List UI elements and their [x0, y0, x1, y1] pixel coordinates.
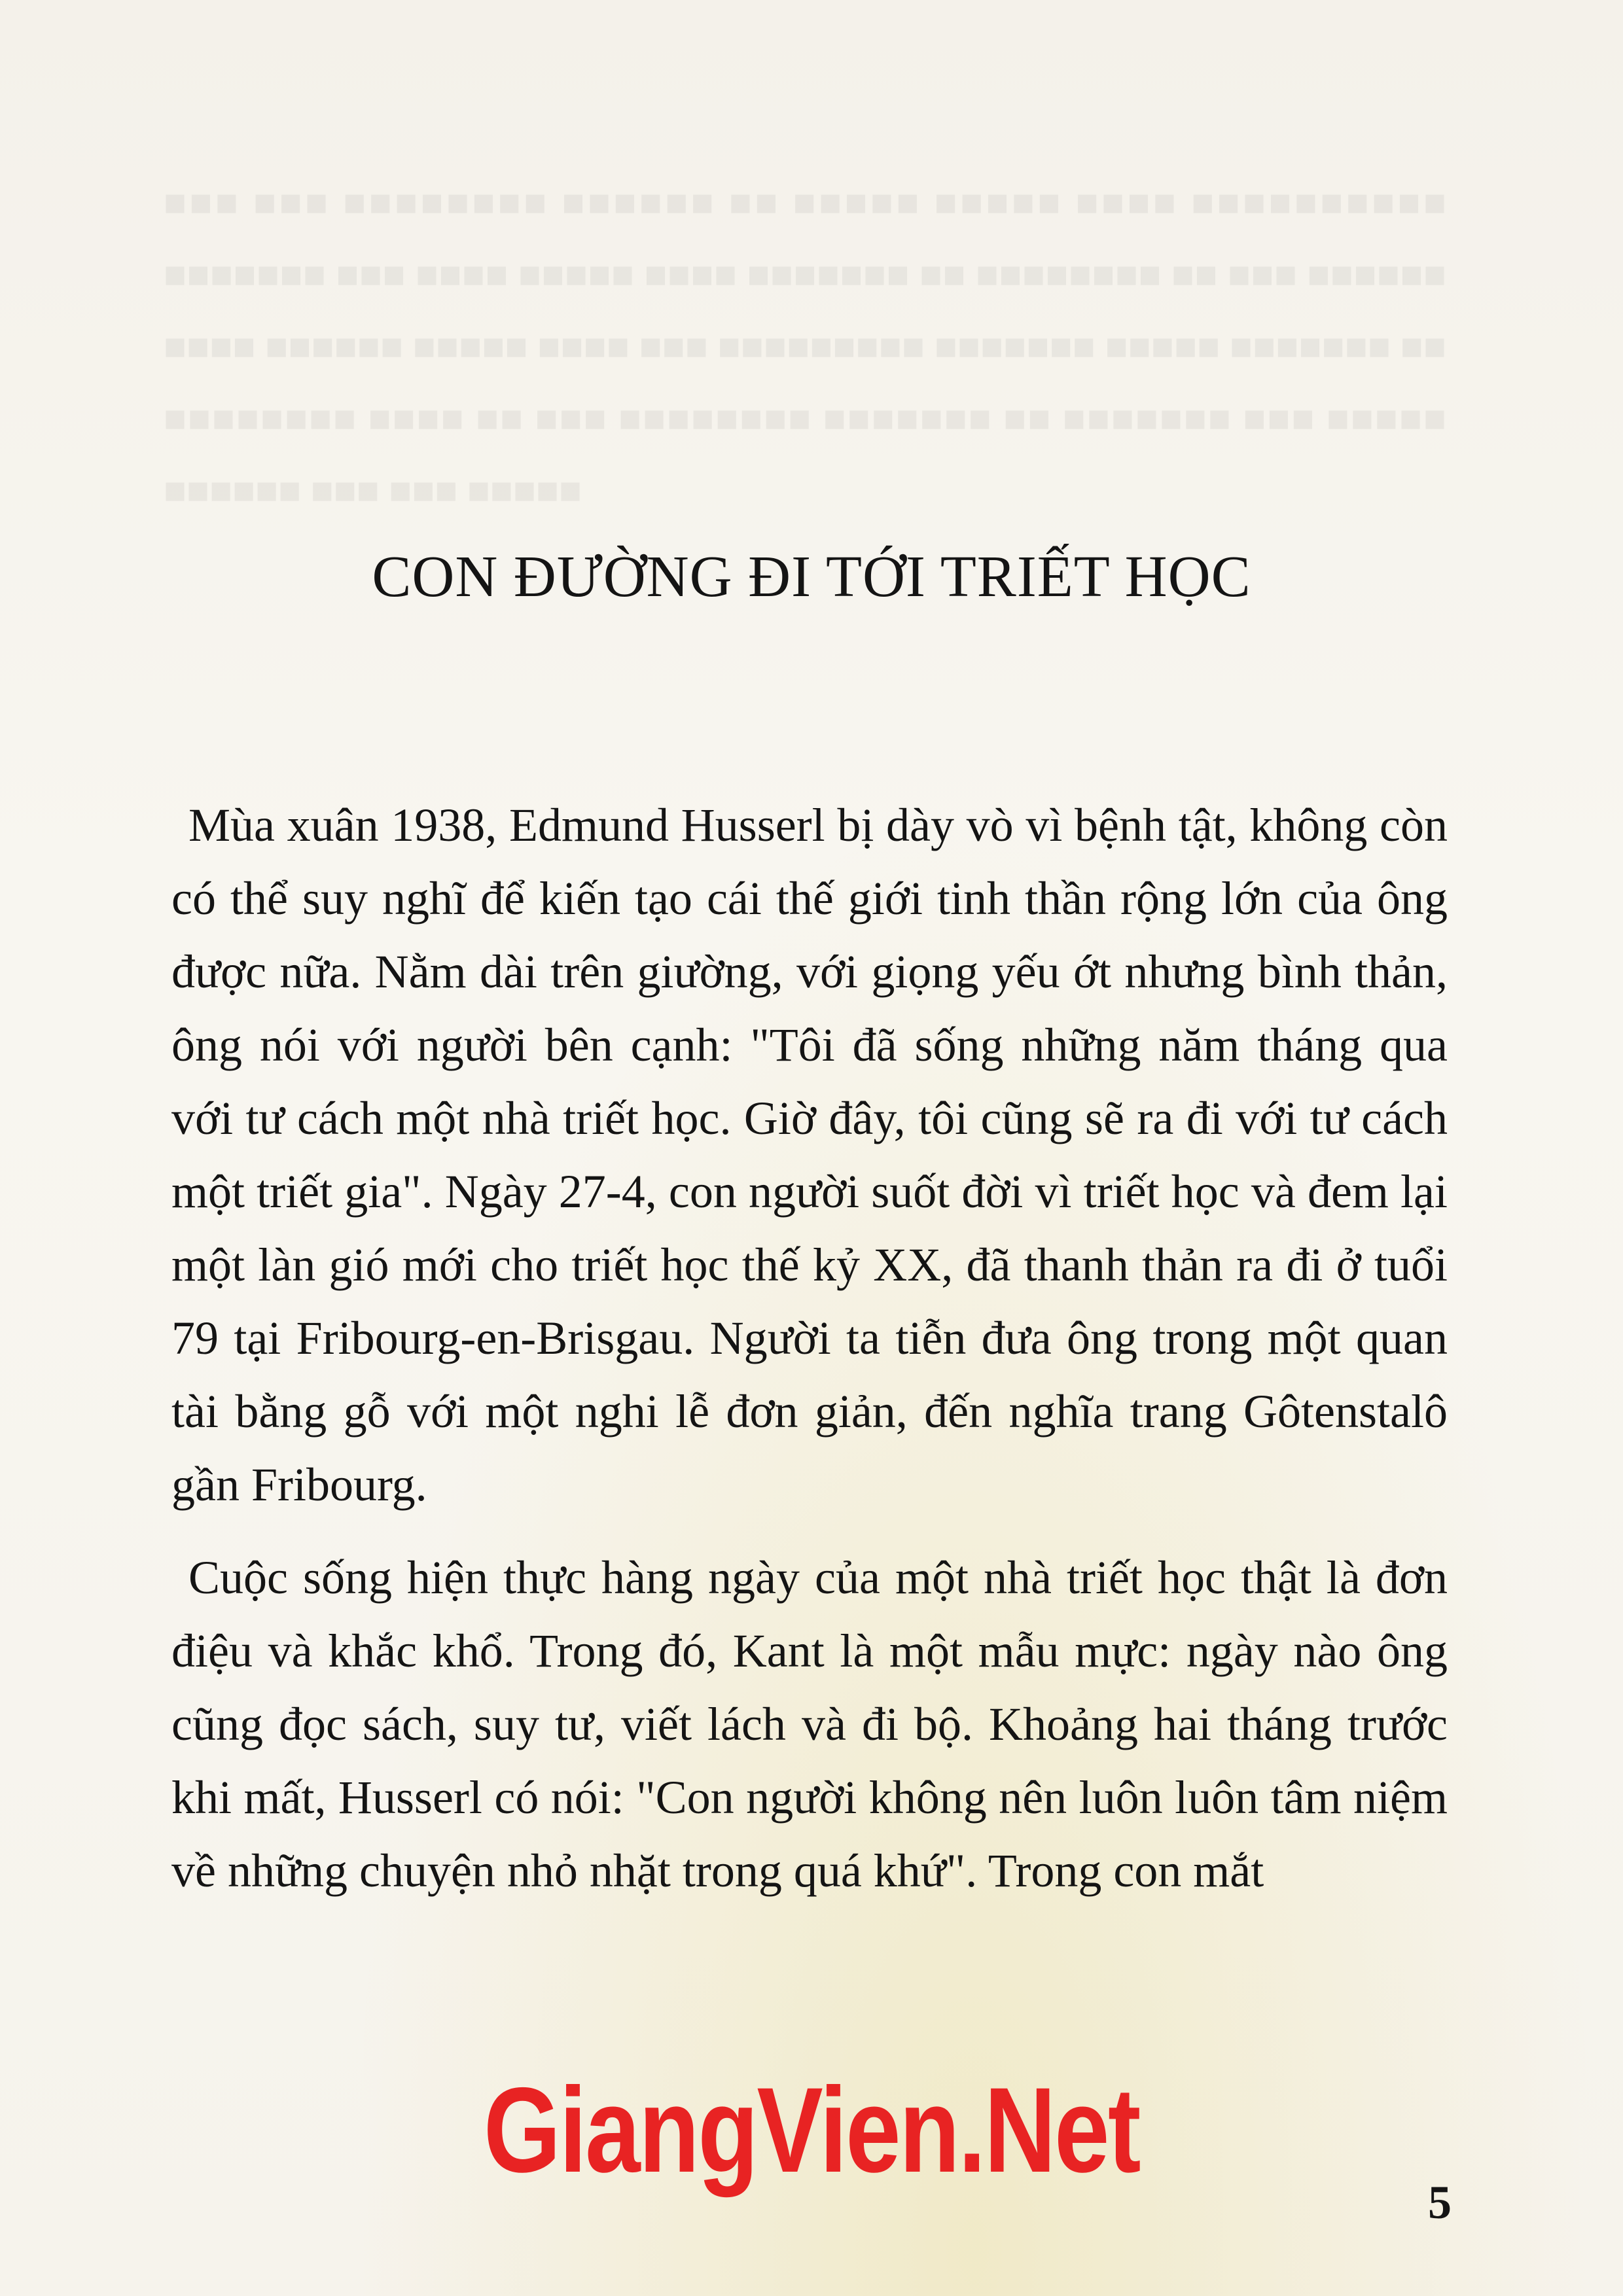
watermark-logo: GiangVien.Net	[483, 2063, 1140, 2198]
chapter-title: CON ĐƯỜNG ĐI TỚI TRIẾT HỌC	[372, 544, 1251, 609]
page-number: 5	[1428, 2176, 1452, 2229]
chapter-body	[171, 788, 1448, 1907]
paragraph: Cuộc sống hiện thực hàng ngày của một nhà triết học thật là đơn điệu và khắc khổ. Trong đó, Kant là một mẫu mực: ngày nào ông cũng đọc sách, suy tư, viết lách và đi bộ. Khoảng hai tháng trước khi mất, Husserl có nói: "Con người không nên luôn luôn tâm niệm về những chuyện nhỏ nhặt trong quá khứ". Trong con mắt	[171, 1551, 1448, 1897]
paragraph: Mùa xuân 1938, Edmund Husserl bị dày vò vì bệnh tật, không còn có thể suy nghĩ để kiến tạo cái thế giới tinh thần rộng lớn của ông được nữa. Nằm dài trên giường, với giọng yếu ớt nhưng bình thản, ông nói với người bên cạnh: "Tôi đã sống những năm tháng qua với tư cách một nhà triết học. Giờ đây, tôi cũng sẽ ra đi với tư cách một triết gia". Ngày 27-4, con người suốt đời vì triết học và đem lại một làn gió mới cho triết học thế kỷ XX, đã thanh thản ra đi ở tuổi 79 tại Fribourg-en-Brisgau. Người ta tiễn đưa ông trong một quan tài bằng gỗ với một nghi lễ đơn giản, đến nghĩa trang Gôtenstalô gần Fribourg.	[171, 799, 1448, 1511]
bleed-through-texture: ■■■ ■■■ ■■■■■■■■ ■■■■■■ ■■ ■■■■■ ■■■■■ ■■■■ ■■■■■■■■■■ ■■■■■■■ ■■■ ■■■■ ■■■■■ ■■■■ ■■■■■■■ ■■ ■■■■■■■■ ■■ ■■■ ■■■■■■ ■■■■ ■■■■■■ ■■■■■ ■■■■ ■■■ ■■■■■■■■■ ■■■■■■■ ■■■■■ ■■■■■■■ ■■ ■■■■■■■■ ■■■■ ■■ ■■■ ■■■■■■■■ ■■■■■■■ ■■ ■■■■■■■ ■■■ ■■■■■ ■■■■■■ ■■■ ■■■ ■■■■■	[164, 181, 1446, 512]
